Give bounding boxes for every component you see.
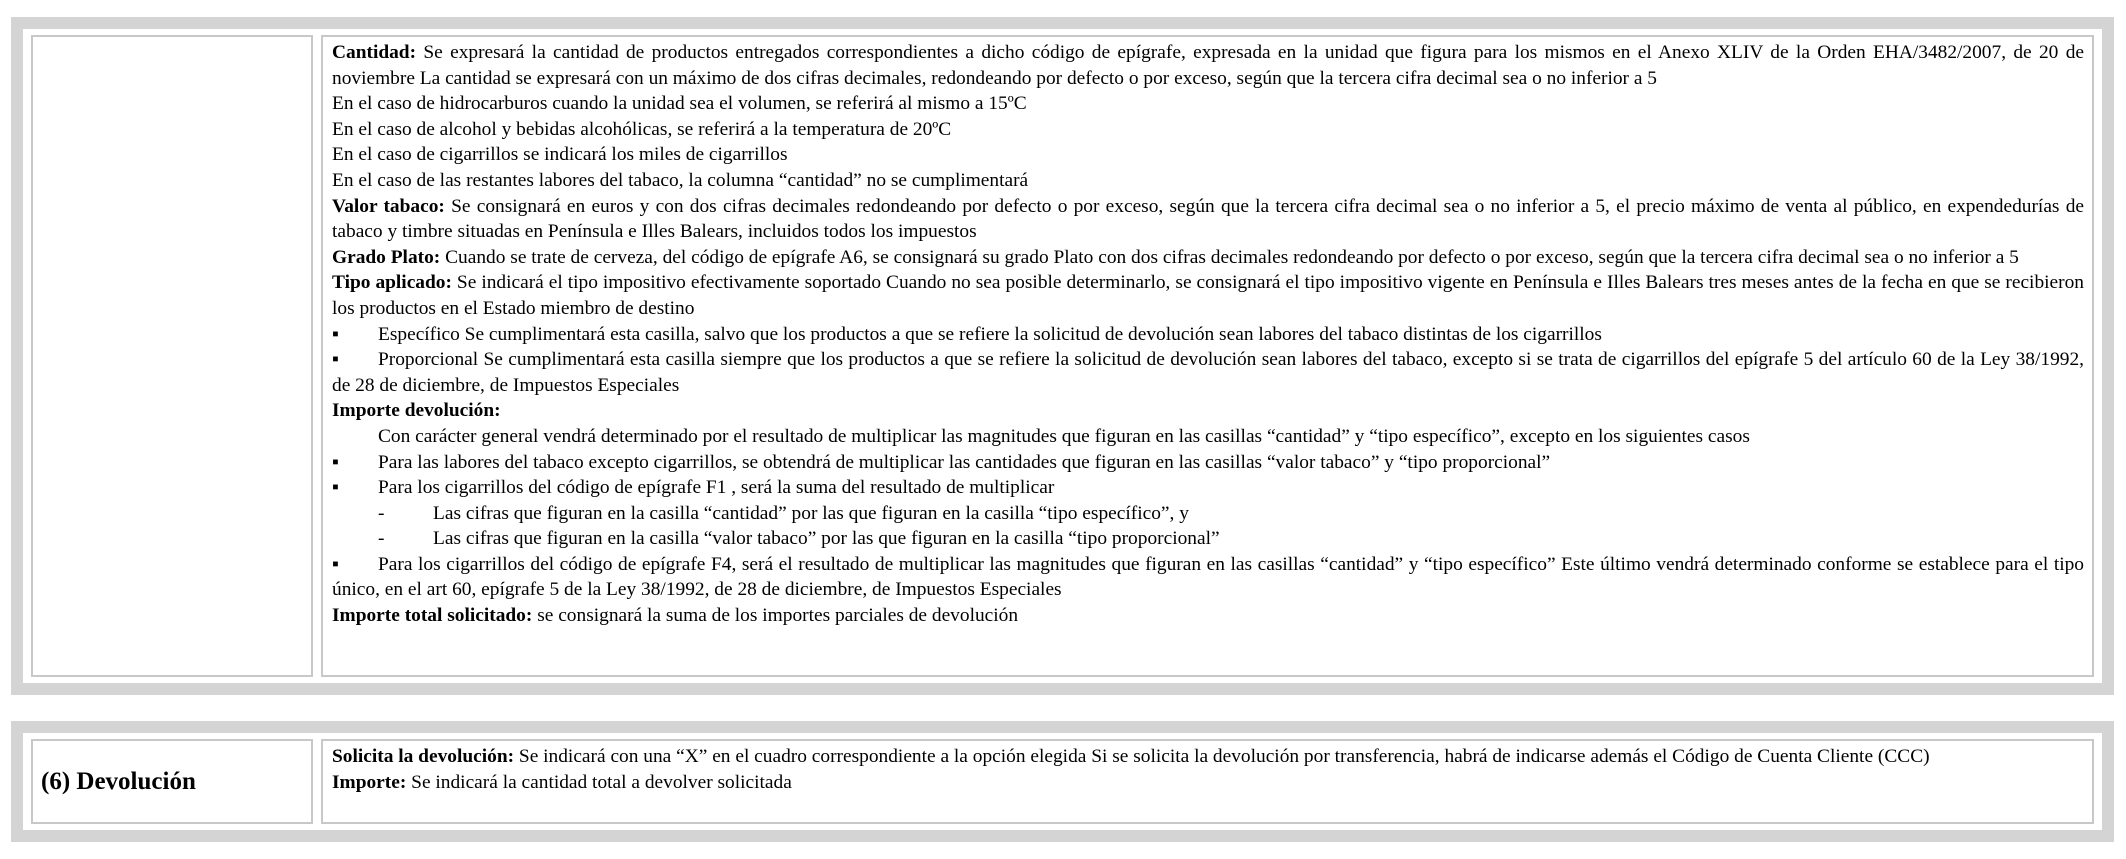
importe-total-paragraph: [332, 603, 2084, 629]
proporcional-text: Proporcional Se cumplimentará esta casilla siempre que los productos a que se refiere la solicitud de devolución sean labores del tabaco, excepto si se trata de cigarrillos del epígrafe 5 del artículo 60 de la Ley 38/1992, de 28 de diciembre, de Impuestos Especiales: [332, 349, 2084, 396]
importe-devolucion-heading: [332, 398, 2084, 424]
cantidad-paragraph: [332, 40, 2084, 91]
instructions-text-cell: [321, 739, 2094, 824]
importe-total-text: se consignará la suma de los importes parciales de devolución: [532, 605, 1019, 627]
instructions-panel-cantidad: [11, 17, 2114, 695]
importe-text: Se indicará la cantidad total a devolver solicitada: [406, 771, 792, 793]
section-label-cell-empty: [31, 35, 313, 677]
grado-plato-paragraph: [332, 245, 2084, 271]
dash-marker: -: [378, 502, 385, 524]
dash-marker: -: [378, 528, 385, 550]
grado-plato-label: Grado Plato:: [332, 246, 441, 268]
especifico-text: Específico Se cumplimentará esta casilla, salvo que los productos a que se refiere la solicitud de devolución sean labores del tabaco distintas de los cigarrillos: [378, 323, 1602, 345]
cifras-valor-text: Las cifras que figuran en la casilla “valor tabaco” por las que figuran en la casilla “tipo proporcional”: [433, 528, 1220, 550]
valor-tabaco-paragraph: [332, 194, 2084, 245]
section-title-devolucion: (6) Devolución: [41, 767, 196, 795]
tipo-aplicado-label: Tipo aplicado:: [332, 272, 452, 294]
solicita-devolucion-label: Solicita la devolución:: [332, 746, 515, 767]
solicita-devolucion-text: Se indicará con una “X” en el cuadro correspondiente a la opción elegida Si se solicita la devolución por transferencia, habrá de indicarse además el Código de Cuenta Cliente (CCC): [514, 746, 1930, 767]
importe-paragraph: [332, 770, 2084, 796]
tipo-aplicado-text: Se indicará el tipo impositivo efectivamente soportado Cuando no sea posible determinarlo, se consignará el tipo impositivo vigente en Península e Illes Balears tres meses antes de la fecha en que se recibieron los productos en el Estado miembro de destino: [332, 272, 2084, 319]
importe-general-line: Con carácter general vendrá determinado por el resultado de multiplicar las magnitudes que figuran en las casillas “cantidad” y “tipo específico”, excepto en los siguientes casos: [378, 425, 1750, 447]
bullet-marker: ▪: [332, 451, 339, 473]
importe-total-label: Importe total solicitado:: [332, 605, 533, 627]
grado-plato-text: Cuando se trate de cerveza, del código de epígrafe A6, se consignará su grado Plato con dos cifras decimales redondeando por defecto o por exceso, según que la tercera cifra decimal sea o no inferior a 5: [440, 246, 2019, 268]
bullet-marker: ▪: [332, 323, 339, 345]
tipo-aplicado-paragraph: [332, 270, 2084, 321]
instructions-text-cell: [321, 35, 2094, 677]
cifras-valor-dash-item: [332, 526, 2084, 552]
section-label-cell: [31, 739, 313, 824]
cifras-cantidad-dash-item: [332, 501, 2084, 527]
bullet-marker: ▪: [332, 349, 339, 371]
cantidad-label: Cantidad:: [332, 42, 417, 63]
restantes-labores-line: En el caso de las restantes labores del tabaco, la columna “cantidad” no se cumplimentará: [332, 169, 1029, 191]
proporcional-bullet-item: [332, 347, 2084, 398]
valor-tabaco-label: Valor tabaco:: [332, 195, 445, 217]
instructions-panel-inner: [23, 733, 2102, 830]
especifico-bullet-item: [332, 322, 2084, 348]
importe-devolucion-label: Importe devolución:: [332, 400, 501, 422]
hidrocarburos-line: En el caso de hidrocarburos cuando la unidad sea el volumen, se referirá al mismo a 15ºC: [332, 93, 1027, 115]
labores-excepto-text: Para las labores del tabaco excepto cigarrillos, se obtendrá de multiplicar las cantidades que figuran en las casillas “valor tabaco” y “tipo proporcional”: [378, 451, 1551, 473]
cigarrillos-f1-text: Para los cigarrillos del código de epígrafe F1 , será la suma del resultado de multiplicar: [378, 477, 1055, 499]
cigarrillos-line: En el caso de cigarrillos se indicará los miles de cigarrillos: [332, 144, 788, 166]
cantidad-text: Se expresará la cantidad de productos entregados correspondientes a dicho código de epígrafe, expresada en la unidad que figura para los mismos en el Anexo XLIV de la Orden EHA/3482/2007, de 20 de noviembre La cantidad se expresará con un máximo de dos cifras decimales, redondeando por defecto o por exceso, según que la tercera cifra decimal sea o no inferior a 5: [332, 42, 2084, 89]
instructions-panel-devolucion: [11, 721, 2114, 842]
bullet-marker: ▪: [332, 477, 339, 499]
solicita-devolucion-paragraph: [332, 744, 2084, 770]
cifras-cantidad-text: Las cifras que figuran en la casilla “cantidad” por las que figuran en la casilla “tipo específico”, y: [433, 502, 1189, 524]
cigarrillos-f4-bullet-item: [332, 552, 2084, 603]
bullet-marker: ▪: [332, 553, 339, 575]
cigarrillos-f1-bullet-item: [332, 475, 2084, 501]
alcohol-line: En el caso de alcohol y bebidas alcohólicas, se referirá a la temperatura de 20ºC: [332, 118, 952, 140]
valor-tabaco-text: Se consignará en euros y con dos cifras decimales redondeando por defecto o por exceso, según que la tercera cifra decimal sea o no inferior a 5, el precio máximo de venta al público, en expendedurías de tabaco y timbre situadas en Península e Illes Balears, incluidos todos los impuestos: [332, 195, 2084, 243]
labores-excepto-bullet-item: [332, 450, 2084, 476]
instructions-panel-inner: [23, 29, 2102, 683]
cigarrillos-f4-text: Para los cigarrillos del código de epígrafe F4, será el resultado de multiplicar las magnitudes que figuran en las casillas “cantidad” y “tipo específico” Este último vendrá determinado conforme se establece para el tipo único, en el art 60, epígrafe 5 de la Ley 38/1992, de 28 de diciembre, de Impuestos Especiales: [332, 553, 2084, 601]
importe-label: Importe:: [332, 771, 407, 793]
